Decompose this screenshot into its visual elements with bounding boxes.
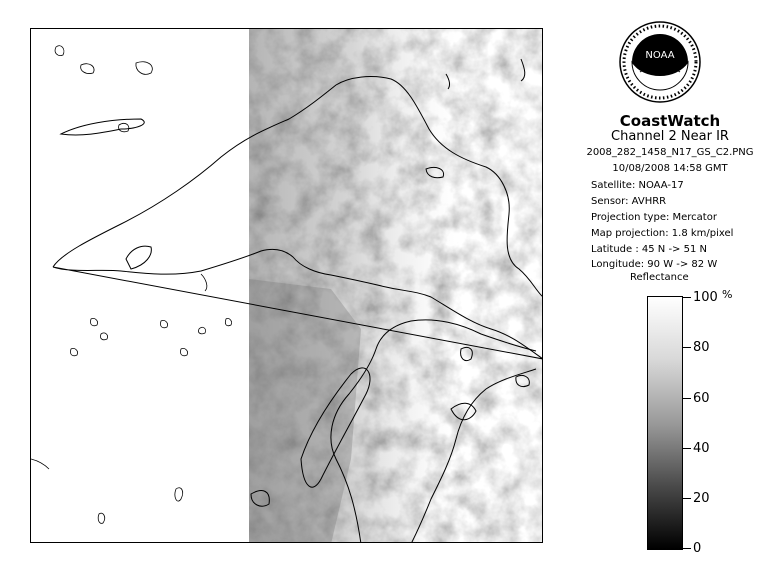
isle-royale (61, 119, 144, 135)
meta-satellite: Satellite: NOAA-17 (591, 180, 684, 191)
channel-label: Channel 2 Near IR (611, 129, 729, 144)
scale-tick (683, 347, 691, 348)
scale-tick (683, 297, 691, 298)
scale-tick (683, 548, 691, 549)
scale-tick (683, 448, 691, 449)
scale-label-40: 40 (693, 441, 710, 456)
logo-text: NOAA (645, 50, 675, 61)
scale-label-80: 80 (693, 340, 710, 355)
meta-projection-type: Projection type: Mercator (591, 212, 717, 223)
scale-unit: % (722, 288, 733, 301)
satellite-swath (249, 29, 543, 543)
noaa-logo (618, 20, 702, 104)
meta-latitude: Latitude : 45 N -> 51 N (591, 244, 707, 255)
scale-title: Reflectance (630, 272, 689, 283)
scale-label-20: 20 (693, 491, 710, 506)
scale-tick (683, 398, 691, 399)
datetime: 10/08/2008 14:58 GMT (612, 163, 728, 174)
reflectance-colorbar (647, 296, 683, 550)
meta-longitude: Longitude: 90 W -> 82 W (591, 259, 718, 270)
filename: 2008_282_1458_N17_GS_C2.PNG (586, 147, 754, 158)
map-svg (31, 29, 543, 543)
scale-tick (683, 498, 691, 499)
satellite-map (30, 28, 543, 543)
meta-map-projection: Map projection: 1.8 km/pixel (591, 228, 734, 239)
meta-sensor: Sensor: AVHRR (591, 196, 667, 207)
small-lakes (31, 46, 232, 524)
brand-title: CoastWatch (619, 112, 721, 130)
scale-label-100: 100 (693, 290, 718, 305)
scale-label-60: 60 (693, 391, 710, 406)
scale-label-0: 0 (693, 541, 702, 556)
